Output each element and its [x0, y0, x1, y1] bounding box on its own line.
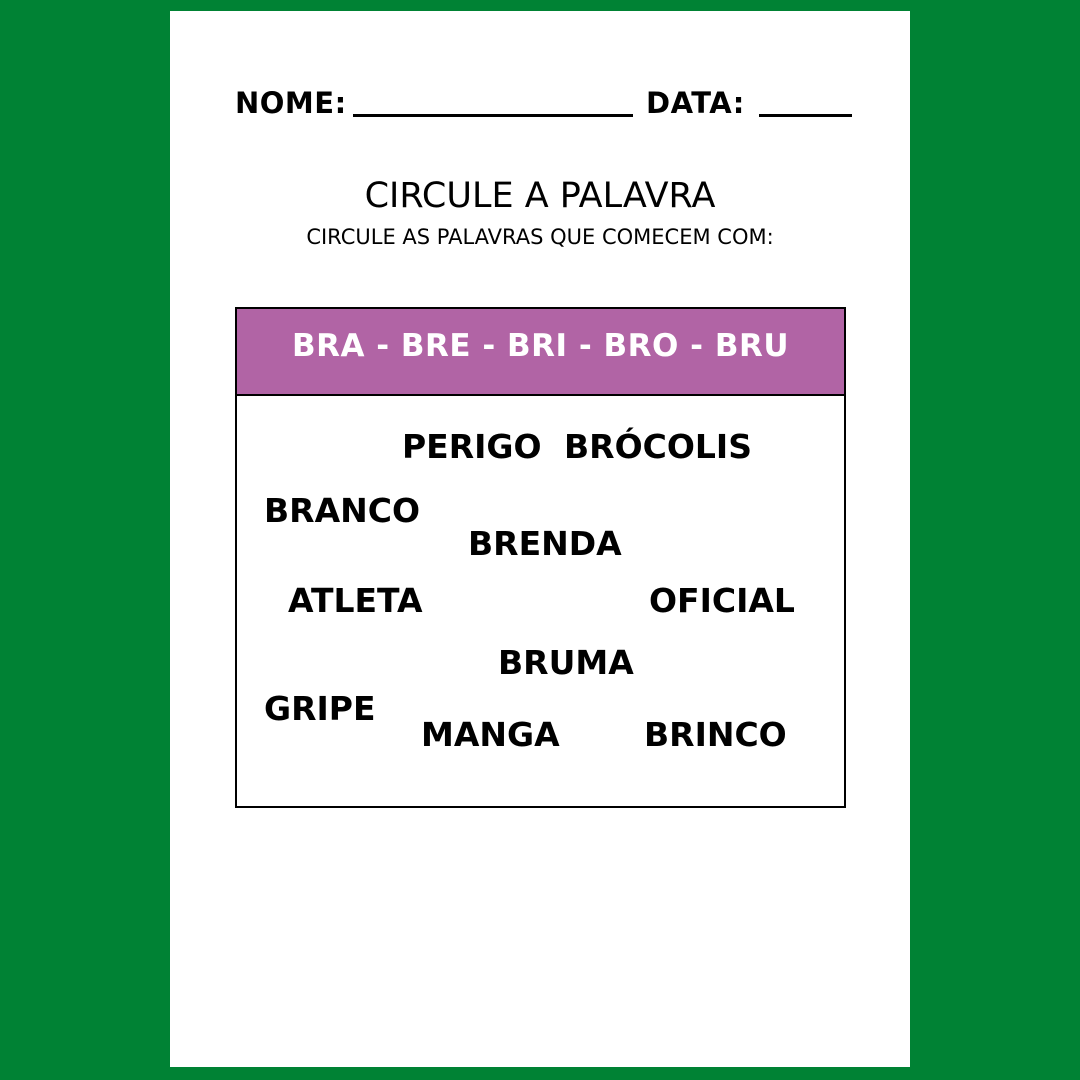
worksheet-page — [170, 11, 910, 1067]
date-blank-line — [759, 114, 852, 117]
word-atleta: ATLETA — [288, 581, 423, 620]
word-branco: BRANCO — [264, 491, 420, 530]
name-label: NOME: — [235, 86, 347, 120]
word-perigo: PERIGO — [402, 427, 542, 466]
word-brinco: BRINCO — [644, 715, 787, 754]
name-date-row — [170, 83, 910, 123]
word-manga: MANGA — [421, 715, 560, 754]
name-blank-line — [353, 114, 633, 117]
word-box — [235, 307, 846, 808]
worksheet-title: CIRCULE A PALAVRA — [364, 176, 716, 216]
word-gripe: GRIPE — [264, 689, 376, 728]
worksheet-instruction: CIRCULE AS PALAVRAS QUE COMECEM COM: — [306, 225, 774, 249]
word-oficial: OFICIAL — [649, 581, 795, 620]
syllables-banner — [237, 309, 844, 396]
date-label: DATA: — [646, 86, 745, 120]
word-bruma: BRUMA — [498, 643, 634, 682]
word-brenda: BRENDA — [468, 524, 622, 563]
syllables-banner-text: BRA - BRE - BRI - BRO - BRU — [291, 328, 790, 364]
word-brocolis: BRÓCOLIS — [564, 427, 752, 466]
